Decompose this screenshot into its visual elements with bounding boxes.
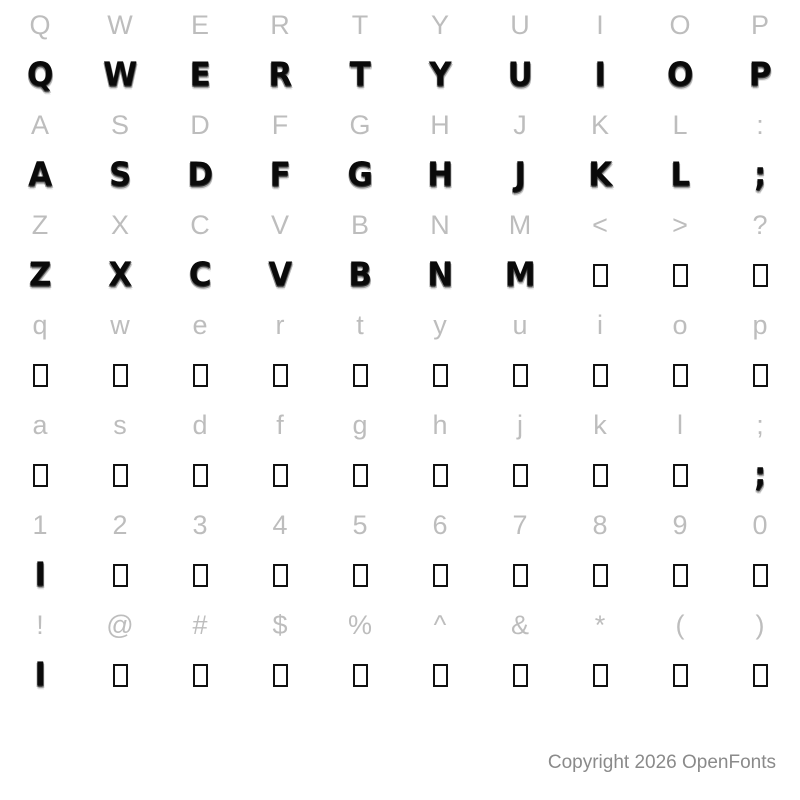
glyph-cell — [720, 150, 800, 200]
glyph-sample: G — [347, 155, 373, 194]
missing-glyph-icon — [593, 664, 608, 687]
key-label: C — [190, 209, 210, 240]
glyph-cell — [720, 650, 800, 700]
key-label: f — [276, 409, 284, 440]
key-label: t — [356, 309, 364, 340]
key-label: l — [677, 409, 683, 440]
glyph-cell — [400, 450, 480, 500]
glyph-sample: O — [667, 55, 693, 94]
missing-glyph-icon — [353, 664, 368, 687]
glyph-cell — [720, 350, 800, 400]
key-label: q — [32, 309, 48, 340]
glyph-sample: S — [109, 155, 131, 194]
glyph-cell — [400, 650, 480, 700]
missing-glyph-icon — [113, 564, 128, 587]
glyph-cell — [80, 150, 160, 200]
glyph-sample: A — [28, 155, 52, 194]
key-label: ( — [675, 609, 685, 640]
glyph-sample: F — [269, 155, 291, 194]
glyph-cell — [160, 150, 240, 200]
missing-glyph-icon — [433, 464, 448, 487]
glyph-cell — [80, 450, 160, 500]
missing-glyph-icon — [273, 464, 288, 487]
key-label: F — [271, 109, 289, 140]
key-label: > — [672, 209, 688, 240]
key-label: & — [510, 609, 529, 640]
glyph-cell — [320, 250, 400, 300]
key-label: j — [517, 409, 523, 440]
glyph-cell — [640, 650, 720, 700]
missing-glyph-icon — [513, 464, 528, 487]
key-label: s — [113, 409, 127, 440]
key-label: Z — [31, 209, 49, 240]
missing-glyph-icon — [673, 664, 688, 687]
key-label: # — [192, 609, 208, 640]
glyph-cell — [480, 650, 560, 700]
key-label: L — [672, 109, 688, 140]
glyph-cell — [720, 550, 800, 600]
key-label: B — [350, 209, 369, 240]
glyph-sample: P — [748, 55, 772, 94]
missing-glyph-icon — [753, 664, 768, 687]
key-label: k — [593, 409, 607, 440]
glyph-sample: V — [268, 255, 292, 294]
key-label: @ — [106, 609, 134, 640]
glyph-cell — [480, 150, 560, 200]
glyph-cell — [0, 250, 80, 300]
key-label: T — [351, 9, 369, 40]
glyph-sample: R — [268, 55, 292, 94]
key-label: J — [513, 109, 527, 140]
key-label: 5 — [352, 509, 368, 540]
glyph-cell — [720, 50, 800, 100]
key-label: w — [110, 309, 130, 340]
glyph-cell — [560, 350, 640, 400]
glyph-cell — [0, 450, 80, 500]
key-label: e — [192, 309, 208, 340]
glyph-cell — [320, 150, 400, 200]
key-label: U — [510, 9, 530, 40]
glyph-cell — [560, 50, 640, 100]
glyph-cell — [560, 450, 640, 500]
glyph-sample: W — [103, 55, 137, 94]
key-label: 7 — [512, 509, 528, 540]
key-label: 6 — [432, 509, 448, 540]
glyph-cell — [240, 450, 320, 500]
missing-glyph-icon — [113, 664, 128, 687]
key-label: W — [107, 9, 133, 40]
missing-glyph-icon — [433, 664, 448, 687]
glyph-cell — [0, 550, 80, 600]
glyph-cell — [560, 550, 640, 600]
key-label: P — [750, 9, 769, 40]
missing-glyph-icon — [273, 564, 288, 587]
key-label: o — [672, 309, 688, 340]
glyph-cell — [560, 150, 640, 200]
glyph-cell — [480, 350, 560, 400]
missing-glyph-icon — [353, 364, 368, 387]
key-label: D — [190, 109, 210, 140]
glyph-sample: E — [189, 55, 211, 94]
glyph-cell — [640, 450, 720, 500]
missing-glyph-icon — [33, 464, 48, 487]
glyph-cell — [640, 350, 720, 400]
glyph-cell — [560, 650, 640, 700]
key-label: X — [110, 209, 129, 240]
glyph-cell — [240, 550, 320, 600]
missing-glyph-icon — [193, 464, 208, 487]
glyph-sample: H — [427, 155, 453, 194]
glyph-sample: C — [188, 255, 212, 294]
missing-glyph-icon — [753, 564, 768, 587]
glyph-cell — [0, 150, 80, 200]
missing-glyph-icon — [673, 464, 688, 487]
glyph-sample: B — [348, 255, 372, 294]
missing-glyph-icon — [33, 364, 48, 387]
glyph-cell — [480, 450, 560, 500]
missing-glyph-icon — [193, 664, 208, 687]
glyph-cell — [160, 550, 240, 600]
glyph-sample: ; — [754, 155, 766, 194]
key-label: d — [192, 409, 208, 440]
glyph-sample: X — [108, 255, 132, 294]
glyph-sample: Z — [29, 255, 51, 294]
missing-glyph-icon — [273, 364, 288, 387]
glyph-cell — [720, 450, 800, 500]
missing-glyph-icon — [593, 464, 608, 487]
glyph-cell — [240, 350, 320, 400]
glyph-sample: Q — [27, 55, 53, 94]
key-label: 2 — [112, 509, 128, 540]
missing-glyph-icon — [673, 264, 688, 287]
missing-glyph-icon — [353, 464, 368, 487]
glyph-cell — [240, 50, 320, 100]
glyph-sample: U — [507, 55, 533, 94]
key-label: % — [347, 609, 372, 640]
glyph-cell — [240, 250, 320, 300]
key-label: G — [349, 109, 371, 140]
glyph-cell — [80, 50, 160, 100]
key-label: g — [352, 409, 368, 440]
glyph-cell — [160, 650, 240, 700]
key-label: Y — [430, 9, 449, 40]
glyph-cell — [240, 150, 320, 200]
key-label: N — [430, 209, 450, 240]
key-label: Q — [29, 9, 51, 40]
glyph-sample: L — [670, 155, 690, 194]
key-label: V — [270, 209, 289, 240]
glyph-cell — [320, 550, 400, 600]
key-label: h — [432, 409, 448, 440]
glyph-cell — [0, 50, 80, 100]
glyph-cell — [160, 50, 240, 100]
missing-glyph-icon — [673, 564, 688, 587]
key-label: < — [592, 209, 608, 240]
missing-glyph-icon — [753, 364, 768, 387]
missing-glyph-icon — [513, 664, 528, 687]
missing-glyph-icon — [193, 564, 208, 587]
key-label: A — [30, 109, 49, 140]
key-label: ) — [755, 609, 765, 640]
missing-glyph-icon — [353, 564, 368, 587]
glyph-cell — [160, 350, 240, 400]
key-label: 4 — [272, 509, 288, 540]
glyph-cell — [480, 50, 560, 100]
glyph-cell — [0, 650, 80, 700]
glyph-cell — [640, 250, 720, 300]
glyph-sample: K — [588, 155, 612, 194]
glyph-cell — [160, 450, 240, 500]
key-label: ; — [756, 409, 764, 440]
key-label: ^ — [433, 609, 447, 640]
glyph-cell — [320, 350, 400, 400]
glyph-cell — [400, 50, 480, 100]
key-label: 9 — [672, 509, 688, 540]
glyph-sample: ; — [754, 455, 766, 494]
glyph-cell — [0, 350, 80, 400]
glyph-cell — [640, 550, 720, 600]
missing-glyph-icon — [593, 364, 608, 387]
glyph-cell — [320, 50, 400, 100]
key-label: 1 — [32, 509, 48, 540]
glyph-cell — [80, 550, 160, 600]
key-label: S — [110, 109, 129, 140]
glyph-cell — [400, 250, 480, 300]
key-label: M — [508, 209, 532, 240]
key-label: H — [430, 109, 450, 140]
missing-glyph-icon — [433, 364, 448, 387]
glyph-cell — [640, 50, 720, 100]
key-label: p — [752, 309, 768, 340]
key-label: I — [596, 9, 604, 40]
key-label: * — [594, 609, 606, 640]
glyph-cell — [400, 350, 480, 400]
copyright-notice: Copyright 2026 OpenFonts — [547, 752, 776, 773]
glyph-sample: D — [187, 155, 213, 194]
missing-glyph-icon — [513, 364, 528, 387]
missing-glyph-icon — [593, 564, 608, 587]
missing-glyph-icon — [593, 264, 608, 287]
glyph-cell — [400, 550, 480, 600]
missing-glyph-icon — [193, 364, 208, 387]
key-label: K — [590, 109, 609, 140]
key-label: 8 — [592, 509, 608, 540]
glyph-cell — [320, 450, 400, 500]
glyph-sample: M — [504, 255, 536, 294]
key-label: 3 — [192, 509, 208, 540]
key-label: R — [270, 9, 290, 40]
glyph-cell — [480, 250, 560, 300]
key-label: ? — [752, 209, 768, 240]
missing-glyph-icon — [113, 364, 128, 387]
glyph-cell — [240, 650, 320, 700]
key-label: E — [190, 9, 209, 40]
glyph-cell — [80, 350, 160, 400]
glyph-cell — [720, 250, 800, 300]
key-label: ! — [36, 609, 44, 640]
key-label: r — [275, 309, 285, 340]
glyph-sample: N — [427, 255, 453, 294]
glyph-cell — [400, 150, 480, 200]
glyph-cell — [320, 650, 400, 700]
glyph-cell — [480, 550, 560, 600]
key-label: u — [512, 309, 528, 340]
glyph-sample: I — [594, 55, 606, 94]
glyph-cell — [640, 150, 720, 200]
key-label: i — [597, 309, 603, 340]
glyph-cell — [160, 250, 240, 300]
missing-glyph-icon — [673, 364, 688, 387]
key-label: y — [433, 309, 447, 340]
key-label: O — [669, 9, 691, 40]
key-label: 0 — [752, 509, 768, 540]
glyph-cell — [560, 250, 640, 300]
key-label: $ — [272, 609, 288, 640]
glyph-cell — [80, 250, 160, 300]
glyph-sample: I — [34, 655, 46, 694]
missing-glyph-icon — [753, 264, 768, 287]
glyph-sample: Y — [429, 55, 451, 94]
glyph-sample: I — [34, 555, 46, 594]
missing-glyph-icon — [273, 664, 288, 687]
missing-glyph-icon — [113, 464, 128, 487]
glyph-cell — [80, 650, 160, 700]
key-label: a — [32, 409, 48, 440]
glyph-sample: J — [514, 155, 526, 194]
glyph-sample: T — [349, 55, 371, 94]
key-label: : — [756, 109, 764, 140]
missing-glyph-icon — [513, 564, 528, 587]
missing-glyph-icon — [433, 564, 448, 587]
